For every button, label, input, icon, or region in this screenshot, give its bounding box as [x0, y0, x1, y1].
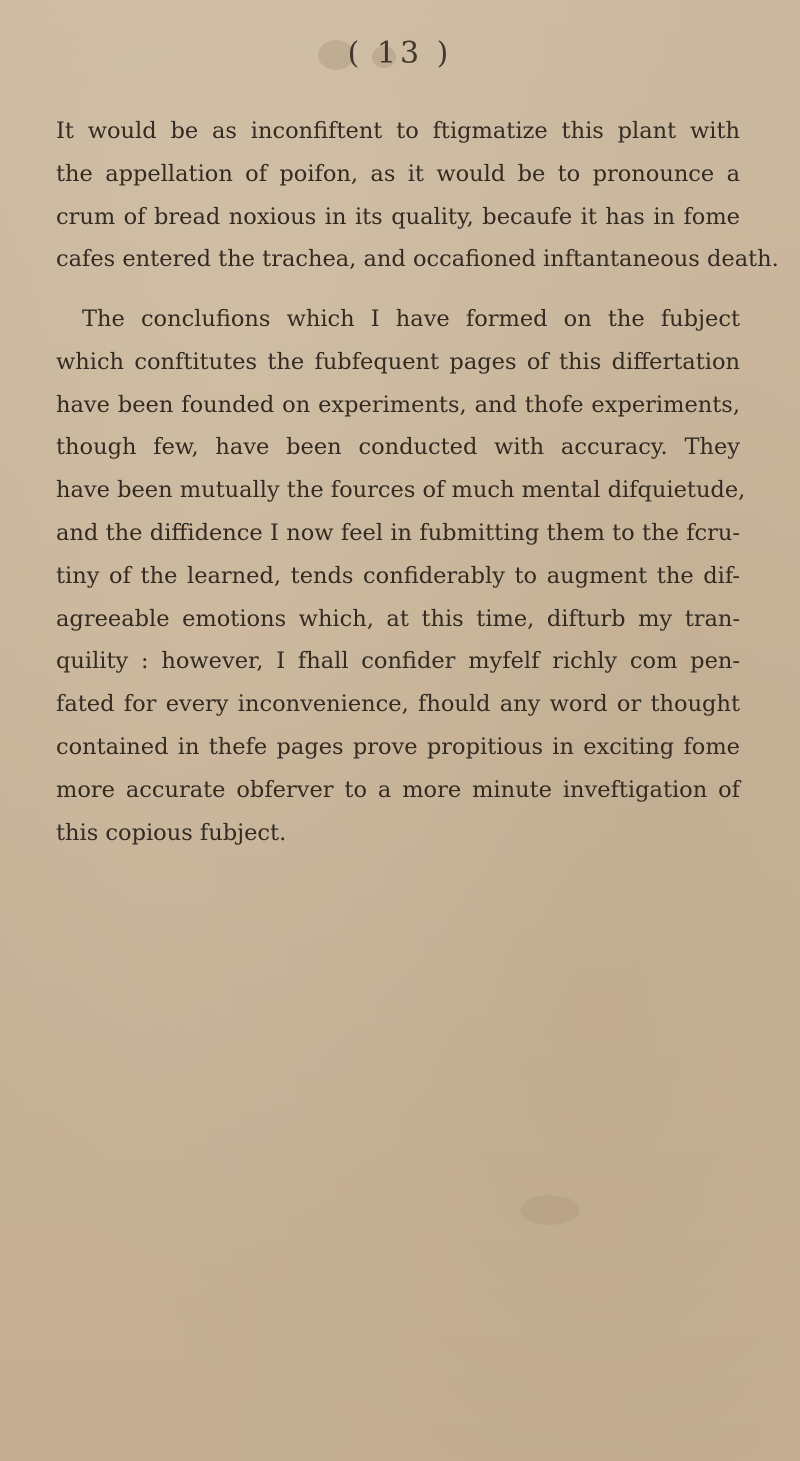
text-line: It would be as inconfiftent to ftigmatize this plant with — [56, 118, 740, 144]
text-line: agreeable emotions which, at this time, difturb my tran- — [56, 605, 740, 632]
text-line: The conclufions which I have formed on the fubject — [82, 306, 740, 332]
paragraph-1 — [56, 110, 779, 281]
text-line: the appellation of poifon, as it would be to pronounce a — [56, 160, 740, 187]
text-line: and the diffidence I now feel in fubmitting them to the fcru- — [56, 519, 740, 546]
text-line: cafes entered the trachea, and occafioned inftantaneous death. — [56, 246, 779, 273]
text-line: have been mutually the fources of much mental difquietude, — [56, 477, 746, 504]
text-line: more accurate obferver to a more minute inveftigation of — [56, 776, 740, 803]
text-line: contained in thefe pages prove propitious in exciting fome — [56, 733, 740, 760]
text-line: have been founded on experiments, and thofe experiments, — [56, 391, 740, 418]
text-line: fated for every inconvenience, fhould any word or thought — [56, 691, 740, 718]
text-line: quility : however, I fhall confider myfelf richly com pen- — [56, 648, 740, 675]
text-line: tiny of the learned, tends confiderably to augment the dif- — [56, 562, 740, 589]
page-number: ( 13 ) — [347, 36, 453, 71]
text-line: though few, have been conducted with accuracy. They — [56, 434, 740, 461]
paper-stain — [520, 1195, 580, 1225]
text-line: which conftitutes the fubfequent pages of this differtation — [56, 348, 740, 375]
text-line: this copious fubject. — [56, 819, 287, 846]
paragraph-2 — [56, 298, 746, 854]
text-line: crum of bread noxious in its quality, becaufe it has in fome — [56, 203, 740, 230]
